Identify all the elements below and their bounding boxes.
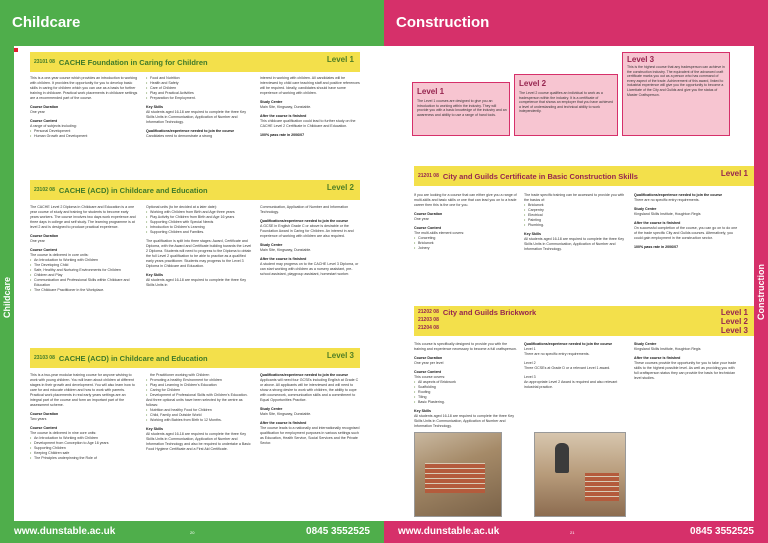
level-box-title: Level 2 (519, 79, 547, 88)
list-item: • Communication and Professional Skills within Childcare and Education (30, 278, 138, 288)
list-item: • Brickwork (414, 241, 518, 246)
list-item: • The Developing Child (30, 263, 138, 268)
course-column (146, 76, 254, 143)
course-name: City and Guilds Brickwork (442, 308, 537, 317)
qualifications-heading: Qualifications/experience needed to join the course (524, 342, 613, 346)
phone-number: 0845 3552525 (306, 526, 370, 537)
duration-heading: Course Duration (30, 412, 59, 416)
course-code: 23101 08 (34, 59, 55, 65)
course-column (30, 373, 138, 461)
course-level: Level 3 (720, 326, 748, 335)
course-name: CACHE Foundation in Caring for Children (58, 57, 208, 67)
content-list (146, 210, 254, 235)
course-column (260, 76, 360, 138)
content-heading: Course Content (30, 248, 57, 252)
page-header (384, 0, 768, 46)
after-course-text: This childcare qualification could lead to further study on the CACHE Level 2 Certificate in Childcare and Education. (260, 119, 356, 128)
list-item: • Food and Nutrition (146, 76, 254, 81)
list-item: • Development from Conception to Age 16 years (30, 441, 138, 446)
qualifications-heading: Qualifications/experience needed to join the course (146, 129, 235, 133)
course-column (260, 205, 360, 281)
list-item: • Preparation for Employment. (146, 96, 254, 101)
course-level: Level 2 (720, 317, 748, 326)
qualifications-text: There are no specific entry requirements. (634, 198, 700, 202)
after-course-heading: After the course is finished (260, 257, 307, 261)
optional-units-text: Optional units (to be decided at a later date): (146, 205, 217, 209)
qualifications-text: Candidates need to demonstrate a strong (146, 134, 213, 138)
side-tab (0, 46, 14, 521)
duration-heading: Course Duration (30, 234, 59, 238)
course-code: 23103 08 (34, 355, 55, 361)
qualifications-text: Applicants will need four GCSEs including English at Grade C or above. All applicants will be interviewed and will need to show a strong desire to work with children, the ability to cope with coursework, communication skills and a commitment to Equal Opportunities Practice. (260, 378, 359, 402)
course-column (30, 76, 138, 139)
content-text: The course is delivered in nine core units: (30, 431, 97, 435)
key-skills-heading: Key Skills (146, 105, 163, 109)
course-code: 21201 08 (418, 173, 439, 179)
course-text: The trade specific training can be accessed to provide you with the basics of: (524, 193, 625, 202)
after-course-heading: After the course is finished (260, 421, 307, 425)
duration-text: One year per level (414, 361, 444, 365)
course-intro: If you are looking for a course that can either give you a range of multi-skills and basic skills or one that can lead you on to a trade career then this is the one for you. (414, 193, 517, 207)
course-title-bar (414, 306, 754, 336)
list-item: • Brickwork (524, 203, 628, 208)
level-box (412, 82, 510, 136)
level-box (622, 52, 730, 136)
list-item: • Safe, Healthy and Nurturing Environments for Children (30, 268, 138, 273)
course-code-list (418, 308, 439, 332)
list-item: • Health and Safety (146, 81, 254, 86)
duration-text: One year (30, 110, 45, 114)
key-skills-heading: Key Skills (524, 232, 541, 236)
list-item: • Personal Development (30, 129, 138, 134)
key-skills-text: All students aged 16-18 are required to complete the three Key Skills Units in Communication, Application of Number and Information Technology and also be required to undertake a Basic Food Hygiene Certificate and a First Aid Certificate. (146, 432, 251, 451)
page-footer (384, 521, 768, 543)
construction-page (384, 0, 768, 543)
study-centre-heading: Study Centre (260, 407, 283, 411)
course-column (146, 205, 254, 292)
list-item: • Electrical (524, 213, 628, 218)
course-column (524, 193, 628, 256)
list-item: • Keeping Children safe (30, 451, 138, 456)
page-title: Construction (396, 14, 490, 31)
course-title-bar (414, 166, 754, 186)
duration-heading: Course Duration (30, 105, 59, 109)
website-link[interactable]: www.dunstable.ac.uk (14, 526, 116, 537)
course-code: 21202 08 (418, 309, 439, 315)
after-course-text: On successful completion of the course, you can go on to do one of the trade specific City and Guilds courses. Alternatively, you could gain employment in the construction sector. (634, 226, 738, 240)
level-box-text: This is the highest course that any tradesperson can achieve in the construction industry. The equivalent of the advanced craft certificate marks you out as a person who has command of every aspect of the trade. Achievement of this award, linked to industrial experience will give you the opportunity to become a Licentiate of the City and Guilds and give you the status of Master Craftsperson. (627, 65, 725, 97)
workshop-photo (414, 432, 502, 517)
level-box-title: Level 1 (417, 87, 445, 96)
after-course-heading: After the course is finished (634, 356, 681, 360)
content-list (414, 236, 518, 251)
list-item: • Children and Play (30, 273, 138, 278)
key-skills-text: All students aged 16-18 are required to complete the three Key Skills Units in Communication, Application of Number and Information Technology. (414, 414, 515, 428)
study-centre-text: Kingsland Skills Institute, Houghton Regis (634, 212, 701, 216)
content-text: A range of subjects including: (30, 124, 77, 128)
content-text: The multi-skills element covers: (414, 231, 465, 235)
list-item: • Joinery (414, 246, 518, 251)
duration-text: One year (30, 239, 45, 243)
level-box-text: The Level 2 course qualifies an individual to work as a tradesperson within the industry. It is a certificate of competence that shows an employer that you have achieved a level of understanding and technical ability to work independently. (519, 91, 613, 114)
list-item: • Caring for Children (146, 388, 254, 393)
page-title: Childcare (12, 14, 81, 31)
content-list (146, 408, 254, 423)
qualifications-heading: Qualifications/experience needed to join the course (260, 373, 349, 377)
key-skills-text: All students aged 16-18 are required to complete the three Key Skills Units in Communication, Application of Number and Information Technology. (146, 110, 247, 124)
course-level: Level 2 (326, 183, 354, 192)
course-name: City and Guilds Certificate in Basic Construction Skills (442, 171, 638, 181)
course-level: Level 1 (326, 55, 354, 64)
after-course-heading: After the course is finished (634, 221, 681, 225)
course-text: The qualification is split into three stages: Award, Certificate and Diploma, with the Award and Certificate building towards the Level 2 Diploma. Students will need to progress to the Diploma to obtain the full Level 2 qualification to be able to practice as a qualified early years practitioner. Students may progress to the Level 3 Diploma in Childcare and Education. (146, 239, 252, 268)
study-centre-text: Kingsland Skills Institute, Houghton Regis (634, 347, 701, 351)
key-skills-heading: Key Skills (414, 409, 431, 413)
course-name: CACHE (ACD) in Childcare and Education (58, 353, 208, 363)
level-label: Level 2 (524, 361, 536, 365)
list-item: • Carpentry (524, 208, 628, 213)
content-list (146, 378, 254, 398)
content-list (30, 258, 138, 293)
list-item: • The Childcare Practitioner in the Workplace. (30, 288, 138, 293)
content-list (414, 380, 518, 405)
list-item: • Introduction to Children's Learning (146, 225, 254, 230)
list-item: • Supporting Children with Special Needs (146, 220, 254, 225)
course-text: interest in working with children. All candidates will be interviewed by child care teaching staff and positive references will be required. Ideally, candidates should have some experience of working with children. (260, 76, 360, 95)
list-item: • Promoting a healthy Environment for children (146, 378, 254, 383)
level-requirement: An appropriate Level 2 Award is required and also relevant industrial practice. (524, 380, 618, 389)
content-text: This course covers: (414, 375, 446, 379)
course-column (524, 342, 628, 394)
course-intro: This is a one-year course which provides an introduction to working with children. It provides the opportunity for you to develop basic skills in caring for children which you can use as a basis for further training in childcare. Practical work placements in childcare settings are a recommended part of the course. (30, 76, 138, 100)
course-level: Level 1 (720, 308, 748, 317)
list-item: • Tiling (414, 395, 518, 400)
key-skills-text: All students aged 16-18 are required to complete the three Key Skills Units in Communication, Application of Number and Information Technology. (524, 237, 625, 251)
content-list (146, 76, 254, 101)
course-intro: The CACHE Level 2 Diploma in Childcare and Education is a one year course of study and training for students to become early years workers. The course involves two days work experience and three days in college and self study. The learning programme is at level 2 and is designed to produce practical experience. (30, 205, 136, 229)
list-item: • Roofing (414, 390, 518, 395)
content-list (30, 436, 138, 461)
course-title-bar (30, 348, 360, 368)
list-item: • The Principles underpinning the Role of (30, 456, 138, 461)
content-list (524, 203, 628, 228)
optional-units-text: And three optional units have been selected by the centre as follows: (146, 398, 243, 407)
course-column (634, 342, 738, 385)
study-centre-heading: Study Centre (634, 342, 657, 346)
course-column (260, 373, 360, 450)
list-item: • Human Growth and Development (30, 134, 138, 139)
content-heading: Course Content (30, 426, 57, 430)
course-title-bar (30, 52, 360, 72)
list-item: • Development of Professional Skills with Children's Education. (146, 393, 254, 398)
course-column (30, 205, 138, 293)
after-course-text: The course leads to a nationally and internationally recognised qualification for employment purposes in various settings such as Education, Health Service, Social Services and the Private Sector. (260, 426, 360, 445)
list-item: • An Introduction to Working with Children (30, 258, 138, 263)
website-link[interactable]: www.dunstable.ac.uk (398, 526, 500, 537)
course-code: 21204 08 (418, 325, 439, 331)
list-continuation: the Practitioner working with Children (150, 373, 210, 377)
list-item: • Supporting Children (30, 446, 138, 451)
workshop-photo (534, 432, 626, 517)
key-skills-heading: Key Skills (146, 427, 163, 431)
course-level-list (721, 308, 748, 335)
page-number: 20 (190, 530, 195, 535)
pass-rate: 100% pass rate in 2006/07 (260, 133, 305, 137)
page-number: 21 (570, 530, 575, 535)
qualifications-heading: Qualifications/experience needed to join the course (634, 193, 723, 197)
course-code: 21203 08 (418, 317, 439, 323)
list-item: • Painting (524, 218, 628, 223)
list-item: • Plumbing. (524, 223, 628, 228)
after-course-text: These courses provide the opportunity for you to take your trade skills to the highest possible level. As well as providing you with full craftsperson status they can provide the basis for technician level studies. (634, 361, 737, 380)
side-tab-label: Construction (756, 264, 766, 320)
study-centre-heading: Study Centre (260, 243, 283, 247)
list-item: • Care of Children (146, 86, 254, 91)
list-item: • Working with Babies from Birth to 12 Months. (146, 418, 254, 423)
content-heading: Course Content (414, 226, 441, 230)
side-tab-label: Childcare (2, 276, 12, 318)
course-column (414, 193, 518, 251)
level-requirement: There are no specific entry requirements. (524, 352, 590, 356)
level-requirement: Three GCSEs at Grade D or a relevant Level 1 award. (524, 366, 611, 370)
list-item: • Child, Family and Outside World (146, 413, 254, 418)
study-centre-heading: Study Centre (260, 100, 283, 104)
study-centre-heading: Study Centre (634, 207, 657, 211)
content-text: The course is delivered in core units: (30, 253, 89, 257)
level-box-text: The Level 1 courses are designed to give you an introduction to working within the industry. They will provide you with a basic knowledge of the industry and an awareness and ability to use a range of hand tools. (417, 99, 507, 117)
list-item: • Working with Children from Birth and Age three years (146, 210, 254, 215)
list-item: • All aspects of Brickwork (414, 380, 518, 385)
brick-wall-image (585, 473, 619, 501)
level-label: Level 1 (524, 347, 536, 351)
side-tab (754, 46, 768, 521)
list-item: • Concreting (414, 236, 518, 241)
course-code: 23102 08 (34, 187, 55, 193)
duration-text: Two years (30, 417, 47, 421)
level-label: Level 3 (524, 375, 536, 379)
list-item: • Nutrition and healthy Food for Children (146, 408, 254, 413)
key-skills-text: All students aged 16-18 are required to complete the three Key Skills Units in (146, 278, 247, 287)
course-intro: This is a two-year modular training course for anyone wishing to work with young children. You will learn about children at different stages in their growth and development. You will also learn how to care for and educate children and how to work with parents. Practical work placements in real early years settings are an integral part of the course and form an important part of the assessment scheme. (30, 373, 135, 407)
brick-wall-image (425, 463, 485, 493)
pass-rate: 100% pass rate in 2006/07 (634, 245, 679, 249)
content-list (30, 129, 138, 139)
content-heading: Course Content (414, 370, 441, 374)
list-item: • Supporting Children and Families. (146, 230, 254, 235)
list-item: • Basic Plastering. (414, 400, 518, 405)
duration-heading: Course Duration (414, 212, 443, 216)
list-item: • Scaffolding (414, 385, 518, 390)
study-centre-text: Main Site, Kingsway, Dunstable. (260, 412, 312, 416)
level-box (514, 74, 618, 136)
course-intro: This course is specifically designed to provide you with the training and experience necessary to become a full craftsperson. (414, 342, 517, 351)
course-title-bar (30, 180, 360, 200)
course-column (634, 193, 738, 250)
duration-heading: Course Duration (414, 356, 443, 360)
study-centre-text: Main Site, Kingsway, Dunstable. (260, 248, 312, 252)
key-skills-heading: Key Skills (146, 273, 163, 277)
qualifications-text: A GCSE in English Grade C or above is desirable or the Foundation Award in Caring for Children. An interest in and experience of working with children are also required. (260, 224, 354, 238)
student-figure-image (555, 443, 569, 473)
course-level: Level 1 (720, 169, 748, 178)
list-item: • Play and Practical Activities (146, 91, 254, 96)
list-item: • Play and Learning in Children's Education (146, 383, 254, 388)
course-text: Communication, Application of Number and Information Technology. (260, 205, 349, 214)
course-column (146, 373, 254, 456)
study-centre-text: Main Site, Kingsway, Dunstable. (260, 105, 312, 109)
phone-number: 0845 3552525 (690, 526, 754, 537)
list-item: • Play Activity for Children from Birth and Age 16 years (146, 215, 254, 220)
after-course-heading: After the course is finished (260, 114, 307, 118)
course-name: CACHE (ACD) in Childcare and Education (58, 185, 208, 195)
page-header (0, 0, 384, 46)
list-item: • An Introduction to Working with Children (30, 436, 138, 441)
corner-mark (14, 48, 18, 52)
content-heading: Course Content (30, 119, 57, 123)
after-course-text: A student may progress on to the CACHE Level 3 Diploma, or can start working with children as a nursery assistant, pre-school assistant, playgroup assistant, homestart worker. (260, 262, 359, 276)
level-box-title: Level 3 (627, 55, 655, 64)
course-column (414, 342, 518, 433)
course-level: Level 3 (326, 351, 354, 360)
duration-text: One year (414, 217, 429, 221)
qualifications-heading: Qualifications/experience needed to join the course (260, 219, 349, 223)
